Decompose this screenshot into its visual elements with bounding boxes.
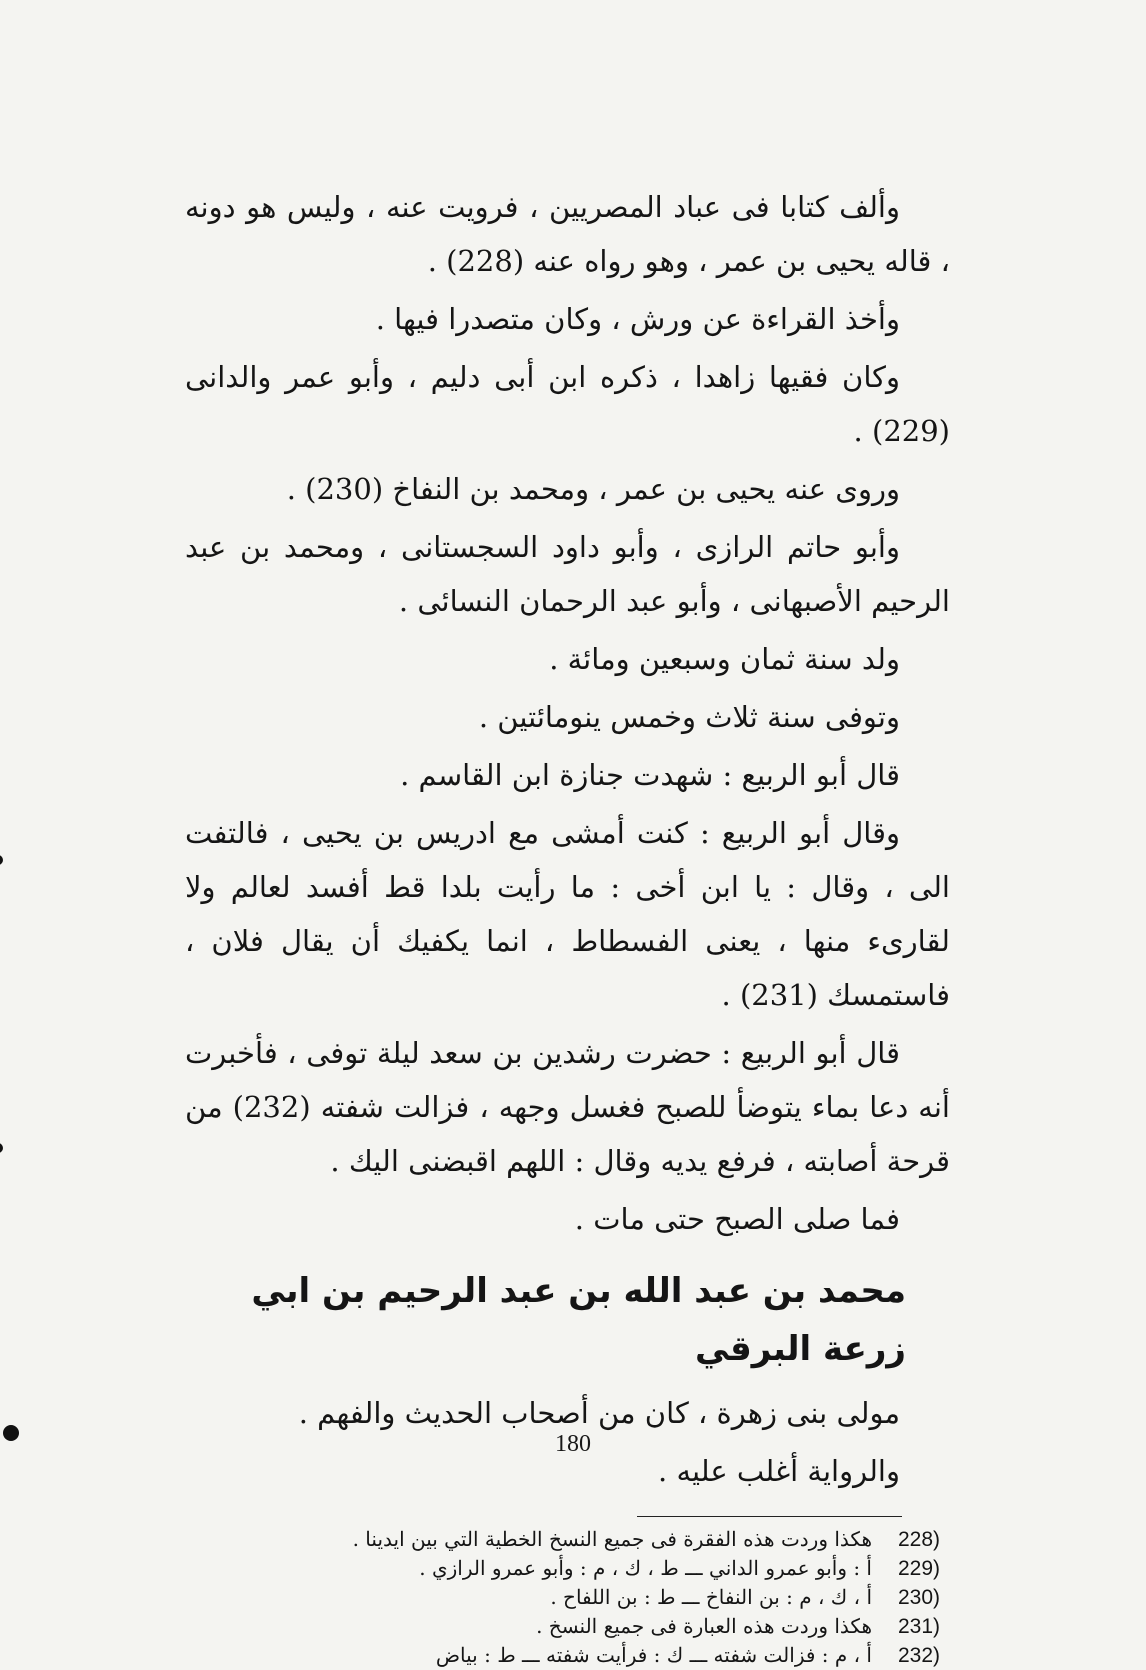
footnote-text: هكذا وردت هذه العبارة فى جميع النسخ . — [536, 1614, 872, 1638]
paragraph: وروى عنه يحيى بن عمر ، ومحمد بن النفاخ (230) . — [286, 472, 900, 506]
footnote — [185, 1641, 940, 1670]
paragraph: وقال أبو الربيع : كنت أمشى مع ادريس بن يحيى ، فالتفت الى ، وقال : يا ابن أخى : ما رأيت بلدا قط أفسد لعالم ولا لقارىء منها ، يعنى الفسطاط ، انما يكفيك أن يقال فلان ، فاستمسك (231) . — [185, 816, 950, 1012]
footnotes — [185, 1525, 950, 1670]
scan-mark — [3, 1425, 19, 1441]
paragraph: قال أبو الربيع : شهدت جنازة ابن القاسم . — [400, 758, 900, 792]
footnote-text: هكذا وردت هذه الفقرة فى جميع النسخ الخطية التي بين ايدينا . — [352, 1527, 872, 1551]
footnote-divider — [637, 1516, 902, 1517]
footnote-text: أ ، م : فزالت شفته ـــ ك : فرأيت شفته ـــ ط : بياض — [435, 1643, 872, 1667]
footnote — [185, 1554, 940, 1583]
main-text — [185, 180, 950, 1498]
paragraph: وأخذ القراءة عن ورش ، وكان متصدرا فيها . — [375, 302, 900, 336]
paragraph: ولد سنة ثمان وسبعين ومائة . — [549, 642, 900, 676]
paragraph: مولى بنى زهرة ، كان من أصحاب الحديث والفهم . — [298, 1396, 900, 1430]
document-page — [185, 180, 950, 1667]
paragraph: وألف كتابا فى عباد المصريين ، فرويت عنه ، وليس هو دونه ، قاله يحيى بن عمر ، وهو رواه عنه (228) . — [185, 190, 950, 278]
paragraph: وأبو حاتم الرازى ، وأبو داود السجستانى ، ومحمد بن عبد الرحيم الأصبهانى ، وأبو عبد الرحمان النسائى . — [185, 530, 950, 618]
scan-mark — [0, 1143, 3, 1153]
footnote-number: 230) — [897, 1586, 940, 1609]
footnote — [185, 1525, 940, 1554]
paragraph: والرواية أغلب عليه . — [658, 1454, 900, 1488]
footnote-number: 229) — [897, 1557, 940, 1580]
footnote — [185, 1583, 940, 1612]
section-heading: محمد بن عبد الله بن عبد الرحيم بن ابي زرعة البرقي — [251, 1271, 906, 1369]
footnote-number: 232) — [897, 1644, 940, 1667]
paragraph: فما صلى الصبح حتى مات . — [574, 1202, 900, 1236]
scan-mark — [0, 855, 3, 865]
paragraph: وكان فقيها زاهدا ، ذكره ابن أبى دليم ، وأبو عمر والدانى (229) . — [185, 360, 950, 448]
footnote-text: أ : وأبو عمرو الداني ـــ ط ، ك ، م : وأبو عمرو الرازي . — [419, 1556, 872, 1580]
footnote-text: أ ، ك ، م : بن النفاخ ـــ ط : بن اللفاح . — [550, 1585, 872, 1609]
footnote-number: 228) — [897, 1528, 940, 1551]
page-number: 180 — [555, 1431, 591, 1457]
footnote-number: 231) — [897, 1615, 940, 1638]
paragraph: قال أبو الربيع : حضرت رشدين بن سعد ليلة توفى ، فأخبرت أنه دعا بماء يتوضأ للصبح فغسل وجهه ، فزالت شفته (232) من قرحة أصابته ، فرفع يديه وقال : اللهم اقبضنى اليك . — [185, 1036, 950, 1178]
footnote — [185, 1612, 940, 1641]
paragraph: وتوفى سنة ثلاث وخمس ينومائتين . — [478, 700, 900, 734]
